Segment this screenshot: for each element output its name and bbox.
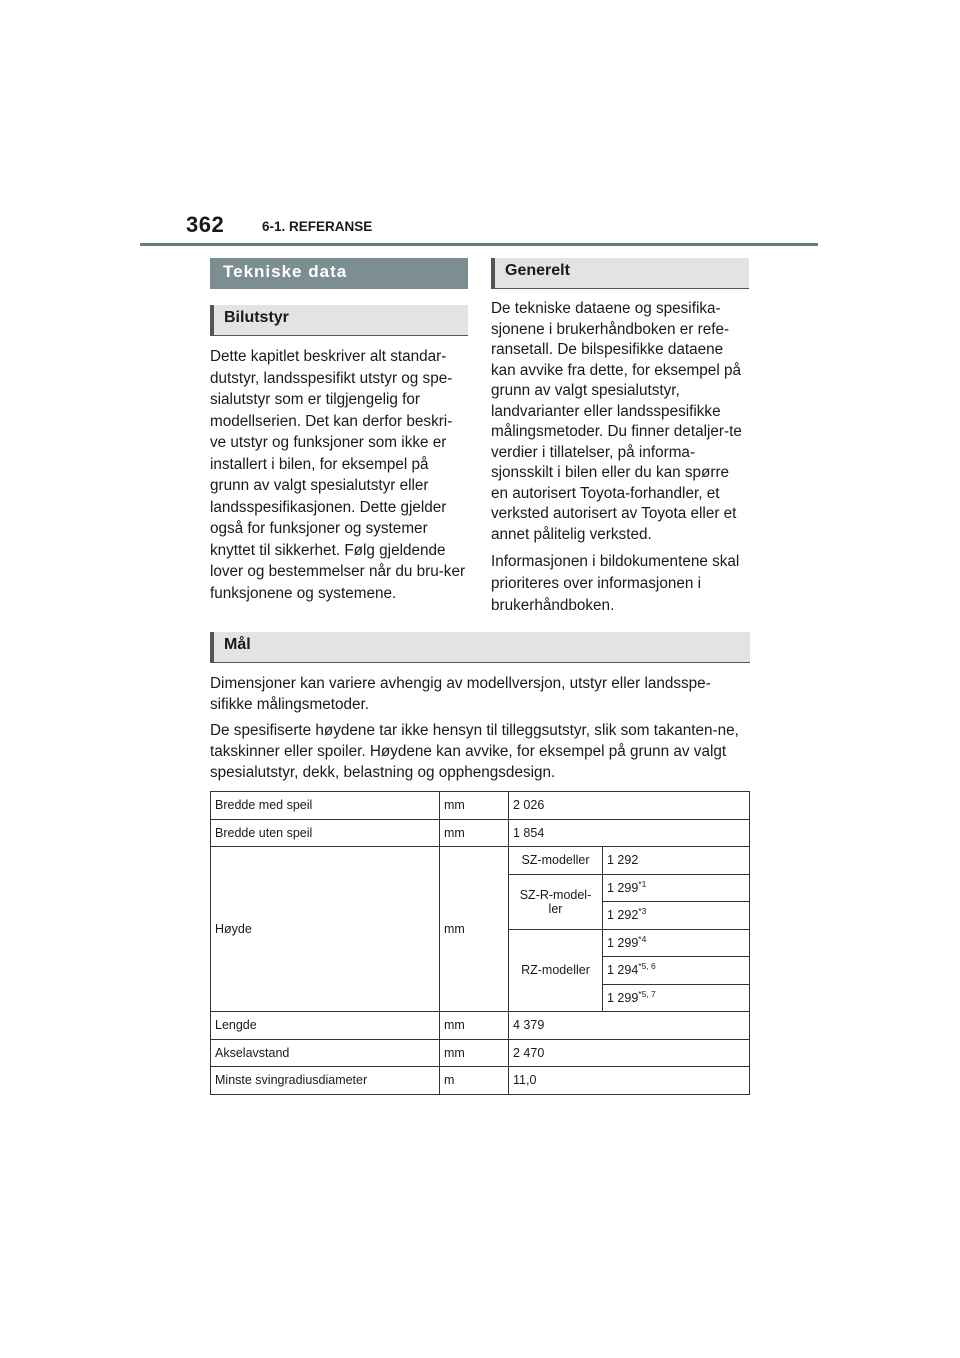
row-value: 2 026 — [509, 792, 750, 820]
row-label: Bredde med speil — [211, 792, 440, 820]
footnote-ref: *5, 7 — [638, 988, 656, 999]
row-value: 1 292 — [603, 847, 750, 875]
bilutstyr-text: Dette kapitlet beskriver alt standar-dutstyr, landsspesifikt utstyr og spe-sialutstyr som er tilgjengelig for modellserien. Det kan derfor beskri-ve utstyr og funksjoner som ikke er installert i bilen, for eksempel på grunn av valgt spesialutstyr eller landsspesifikasjonen. Dette gjelder også for funksjoner og systemer knyttet til sikkerhet. Følg gjeldende lover og bestemmelser når du bru-ker funksjonene og systemene. — [210, 348, 466, 602]
page-number: 362 — [186, 212, 225, 237]
row-label: Minste svingradiusdiameter — [211, 1067, 440, 1095]
model-label: SZ-modeller — [509, 847, 603, 875]
header-divider — [140, 243, 818, 246]
row-value: 11,0 — [509, 1067, 750, 1095]
row-unit: mm — [440, 847, 509, 1012]
row-value: 1 854 — [509, 819, 750, 847]
row-unit: m — [440, 1067, 509, 1095]
table-row — [211, 1039, 750, 1067]
footnote-ref: *5, 6 — [638, 961, 656, 972]
row-label: Høyde — [211, 847, 440, 1012]
table-row — [211, 792, 750, 820]
bilutstyr-heading: Bilutstyr — [210, 305, 468, 336]
mal-text-1: Dimensjoner kan variere avhengig av modellversjon, utstyr eller landsspe-sifikke målingsmetoder. — [210, 675, 711, 713]
row-value: 1 299$^{*1}$ — [603, 874, 750, 902]
model-label: RZ-modeller — [509, 929, 603, 1012]
generelt-priority-text: Informasjonen i bildokumentene skal prioriteres over informasjonen i brukerhåndboken. — [491, 553, 740, 614]
table-row — [211, 847, 750, 875]
row-label: Bredde uten speil — [211, 819, 440, 847]
table-row — [211, 1012, 750, 1040]
model-label: SZ-R-model-ler — [509, 874, 603, 929]
dimensions-table — [210, 791, 750, 1095]
generelt-text: De tekniske dataene og spesifika-sjonene i brukerhåndboken er refe-ransetall. De bilspesifikke dataene kan avvike fra dette, for eksempel på grunn av valgt spesialutstyr, landvarianter eller landsspesifikke målingsmetoder. Du finner detaljer-te verdier i tillatelser, på informa-sjonsskilt i bilen eller du kan spørre en autorisert Toyota-forhandler, et verksted autorisert av Toyota eller et annet pålitelig verksted. — [491, 300, 742, 543]
row-value: 2 470 — [509, 1039, 750, 1067]
table-row — [211, 819, 750, 847]
left-column — [210, 258, 468, 604]
section-title: 6-1. REFERANSE — [262, 219, 373, 234]
row-value: 1 294$^{*5, 6}$ — [603, 957, 750, 985]
footnote-ref: *4 — [638, 933, 647, 944]
mal-section — [210, 632, 750, 783]
mal-heading: Mål — [210, 632, 750, 663]
row-value: 1 299$^{*4}$ — [603, 929, 750, 957]
row-value: 1 299$^{*5, 7}$ — [603, 984, 750, 1012]
row-label: Akselavstand — [211, 1039, 440, 1067]
generelt-heading: Generelt — [491, 258, 749, 289]
table-row — [211, 1067, 750, 1095]
row-unit: mm — [440, 792, 509, 820]
footnote-ref: *3 — [638, 906, 647, 917]
right-column — [491, 258, 749, 617]
tekniske-data-banner: Tekniske data — [210, 258, 468, 289]
row-label: Lengde — [211, 1012, 440, 1040]
row-unit: mm — [440, 819, 509, 847]
row-value: 4 379 — [509, 1012, 750, 1040]
row-unit: mm — [440, 1012, 509, 1040]
row-unit: mm — [440, 1039, 509, 1067]
footnote-ref: *1 — [638, 878, 647, 889]
mal-text-2: De spesifiserte høydene tar ikke hensyn til tilleggsutstyr, slik som takanten-ne, takskinner eller spoiler. Høydene kan avvike, for eksempel på grunn av valgt spesialutstyr, dekk, belastning og opphengsdesign. — [210, 722, 739, 781]
row-value: 1 292$^{*3}$ — [603, 902, 750, 930]
